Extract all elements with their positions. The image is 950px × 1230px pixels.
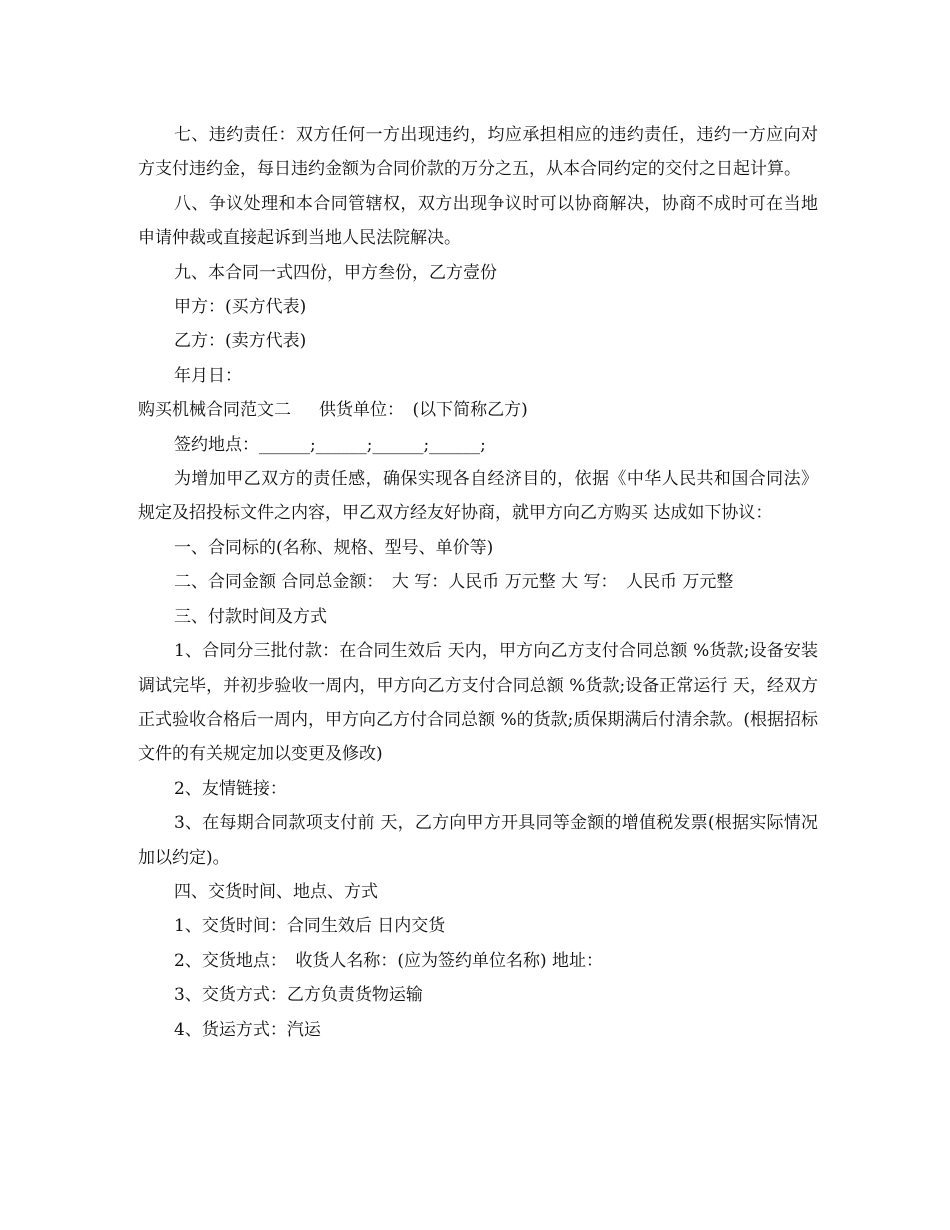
paragraph-preamble: 为增加甲乙双方的责任感，确保实现各自经济目的，依据《中华人民共和国合同法》规定及招投标文件之内容，甲乙双方经友好协商，就甲方向乙方购买 达成如下协议： [138,469,818,524]
paragraph-contract-title-line [138,393,818,427]
paragraph-party-a: 甲方：(买方代表) [174,297,307,318]
paragraph-payment-heading: 三、付款时间及方式 [174,606,327,627]
paragraph-date: 年月日： [174,365,242,386]
paragraph-delivery-time: 1、交货时间：合同生效后 日内交货 [174,916,446,937]
supplier-unit: 供货单位： (以下简称乙方) [319,400,528,421]
paragraph-signing-place: 签约地点：______;______;______;______; [174,434,486,455]
paragraph-party-b: 乙方：(卖方代表) [174,331,307,352]
contract-title: 购买机械合同范文二 [138,400,291,421]
paragraph-invoice: 3、在每期合同款项支付前 天，乙方向甲方开具同等金额的增值税发票(根据实际情况加以约定)。 [138,813,818,868]
paragraph-amount: 二、合同金额 合同总金额： 大 写：人民币 万元整 大 写： 人民币 万元整 [174,572,734,593]
paragraph-breach-liability: 七、违约责任：双方任何一方出现违约，均应承担相应的违约责任，违约一方应向对方支付违约金，每日违约金额为合同价款的万分之五，从本合同约定的交付之日起计算。 [138,125,818,180]
paragraph-subject: 一、合同标的(名称、规格、型号、单价等) [174,537,494,558]
paragraph-delivery-place: 2、交货地点： 收货人名称：(应为签约单位名称) 地址： [174,950,603,971]
paragraph-freight-method: 4、货运方式：汽运 [174,1019,321,1040]
paragraph-dispute-resolution: 八、争议处理和本合同管辖权，双方出现争议时可以协商解决，协商不成时可在当地申请仲裁或直接起诉到当地人民法院解决。 [138,193,818,249]
paragraph-friendly-link: 2、友情链接： [174,778,287,799]
paragraph-payment-installments: 1、合同分三批付款：在合同生效后 天内，甲方向乙方支付合同总额 %货款;设备安装调试完毕，并初步验收一周内，甲方向乙方支付合同总额 %货款;设备正常运行 天，经双方正式验收合格后一周内，甲方向乙方付合同总额 %的货款;质保期满后付清余款。(根据招标文件的有关规定加以变更及修改) [138,641,818,765]
paragraph-delivery-method: 3、交货方式：乙方负责货物运输 [174,985,423,1006]
document-body [138,118,818,1047]
paragraph-delivery-heading: 四、交货时间、地点、方式 [174,881,378,902]
paragraph-copies: 九、本合同一式四份，甲方叁份，乙方壹份 [174,262,497,283]
